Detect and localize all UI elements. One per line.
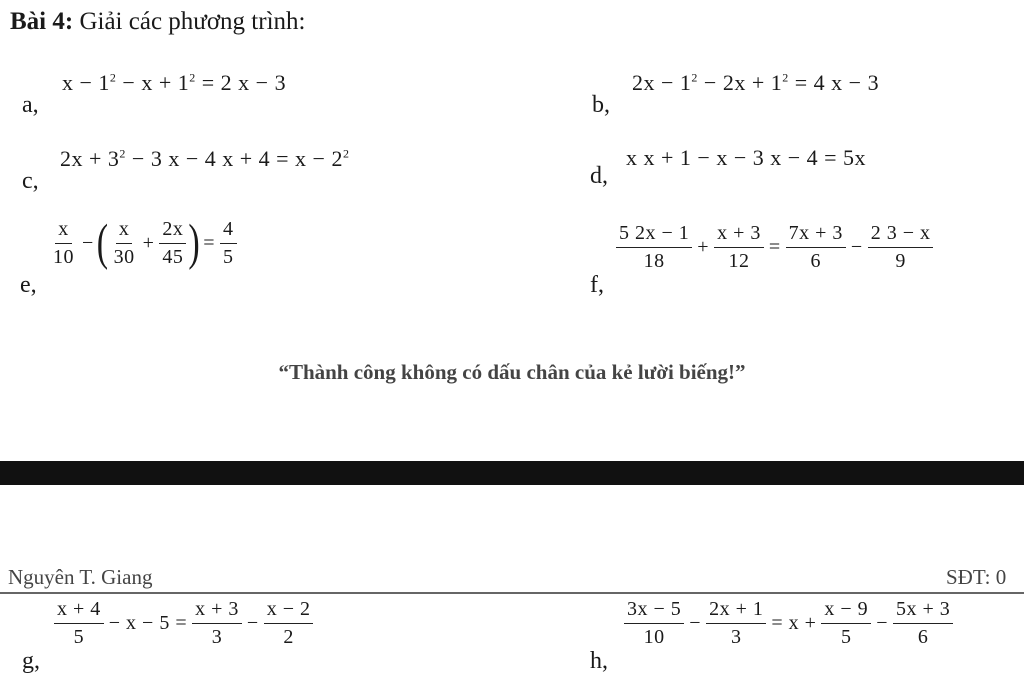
- eq-g-mid: − x − 5 =: [108, 612, 188, 634]
- eq-g-frac3: [264, 598, 314, 649]
- label-g: g,: [22, 648, 40, 674]
- eq-f-frac3-den: 6: [810, 250, 822, 272]
- equation-e: [48, 215, 239, 271]
- eq-f-frac4-den: 9: [895, 250, 906, 272]
- eq-h-frac1-den: 10: [643, 626, 665, 648]
- eq-a-part2: − x + 1: [116, 70, 190, 95]
- eq-g-frac3-num: x − 2: [264, 598, 314, 624]
- eq-h-op2: −: [876, 612, 888, 634]
- eq-e-frac3-num: 2x: [159, 218, 186, 244]
- eq-e-frac4-den: 5: [223, 246, 234, 268]
- eq-f-frac2: [714, 222, 764, 273]
- eq-g-frac1: [54, 598, 104, 649]
- eq-e-op1: −: [82, 232, 94, 254]
- eq-a-exp2: 2: [189, 70, 196, 85]
- eq-f-frac1-den: 18: [643, 250, 665, 272]
- eq-e-paren-open: (: [96, 215, 109, 271]
- equation-a: [62, 70, 286, 96]
- equation-f: [614, 222, 935, 273]
- eq-g-frac2: [192, 598, 242, 649]
- eq-f-op1: +: [697, 236, 710, 258]
- eq-f-frac2-num: x + 3: [714, 222, 764, 248]
- eq-h-mid: = x +: [771, 612, 817, 634]
- eq-b-part1: 2x − 1: [632, 70, 692, 95]
- eq-g-op: −: [246, 612, 259, 634]
- author-name: Nguyên T. Giang: [8, 565, 153, 589]
- eq-e-frac1-den: 10: [53, 246, 74, 268]
- label-a: a,: [22, 92, 39, 118]
- exercise-title: [10, 8, 305, 36]
- phone-label: SĐT: 0: [946, 565, 1007, 589]
- eq-e-frac1-num: x: [55, 218, 72, 244]
- eq-h-frac3: [821, 598, 871, 649]
- eq-e-frac2-num: x: [116, 218, 133, 244]
- eq-f-frac3-num: 7x + 3: [786, 222, 846, 248]
- equation-g: [52, 598, 315, 649]
- label-c: c,: [22, 168, 39, 194]
- eq-e-frac1: [50, 218, 77, 269]
- eq-f-op2: −: [850, 236, 863, 258]
- eq-b-part2: − 2x + 1: [697, 70, 783, 95]
- eq-e-frac2-den: 30: [113, 246, 135, 268]
- eq-f-eq: =: [768, 236, 781, 258]
- eq-h-frac2-den: 3: [730, 626, 742, 648]
- eq-e-frac3-den: 45: [162, 246, 184, 268]
- eq-e-frac3: [159, 218, 186, 269]
- eq-e-paren-close: ): [188, 215, 201, 271]
- eq-c-exp1: 2: [119, 146, 126, 161]
- header-rule: [0, 592, 1024, 594]
- eq-f-frac2-den: 12: [728, 250, 750, 272]
- label-h: h,: [590, 648, 608, 674]
- label-f: f,: [590, 272, 604, 298]
- eq-c-part1: 2x + 3: [60, 146, 120, 171]
- eq-h-frac2: [706, 598, 766, 649]
- eq-f-frac4-num: 2 3 − x: [868, 222, 934, 248]
- eq-h-frac1-num: 3x − 5: [624, 598, 684, 624]
- eq-g-frac1-den: 5: [73, 626, 85, 648]
- equation-d: x x + 1 − x − 3 x − 4 = 5x: [626, 145, 867, 170]
- eq-b-exp2: 2: [782, 70, 789, 85]
- eq-e-frac2: [111, 218, 138, 269]
- eq-f-frac3: [786, 222, 846, 273]
- motivational-quote: “Thành công không có dấu chân của kẻ lười biếng!”: [278, 360, 746, 384]
- eq-g-frac3-den: 2: [283, 626, 294, 648]
- eq-a-part3: = 2 x − 3: [195, 70, 287, 95]
- eq-c-exp2: 2: [342, 146, 350, 161]
- eq-h-frac3-den: 5: [841, 626, 852, 648]
- eq-a-exp1: 2: [109, 70, 117, 85]
- eq-e-frac4-num: 4: [220, 218, 237, 244]
- label-d: d,: [590, 163, 608, 189]
- eq-h-op1: −: [689, 612, 702, 634]
- eq-f-frac1: [616, 222, 692, 273]
- eq-a-part1: x − 1: [62, 70, 110, 95]
- eq-h-frac4-num: 5x + 3: [893, 598, 953, 624]
- label-e: e,: [20, 272, 37, 298]
- eq-e-eq: =: [203, 232, 215, 254]
- eq-h-frac2-num: 2x + 1: [706, 598, 766, 624]
- eq-g-frac2-num: x + 3: [192, 598, 242, 624]
- equation-b: [632, 70, 879, 96]
- page-separator-bar: [0, 461, 1024, 485]
- eq-g-frac1-num: x + 4: [54, 598, 104, 624]
- eq-b-part3: = 4 x − 3: [788, 70, 880, 95]
- eq-g-frac2-den: 3: [211, 626, 223, 648]
- eq-h-frac4: [893, 598, 953, 649]
- eq-b-exp1: 2: [691, 70, 698, 85]
- eq-e-frac4: [220, 218, 237, 269]
- exercise-instruction: Giải các phương trình:: [73, 8, 306, 35]
- eq-f-frac4: [868, 222, 934, 273]
- eq-h-frac3-num: x − 9: [821, 598, 871, 624]
- eq-h-frac1: [624, 598, 684, 649]
- equation-c: [60, 146, 349, 172]
- exercise-number: Bài 4:: [10, 8, 74, 35]
- eq-h-frac4-den: 6: [917, 626, 929, 648]
- equation-h: [622, 598, 955, 649]
- eq-c-part2: − 3 x − 4 x + 4 = x − 2: [125, 146, 343, 171]
- eq-e-op2: +: [142, 232, 155, 254]
- eq-f-frac1-num: 5 2x − 1: [616, 222, 692, 248]
- label-b: b,: [592, 92, 610, 118]
